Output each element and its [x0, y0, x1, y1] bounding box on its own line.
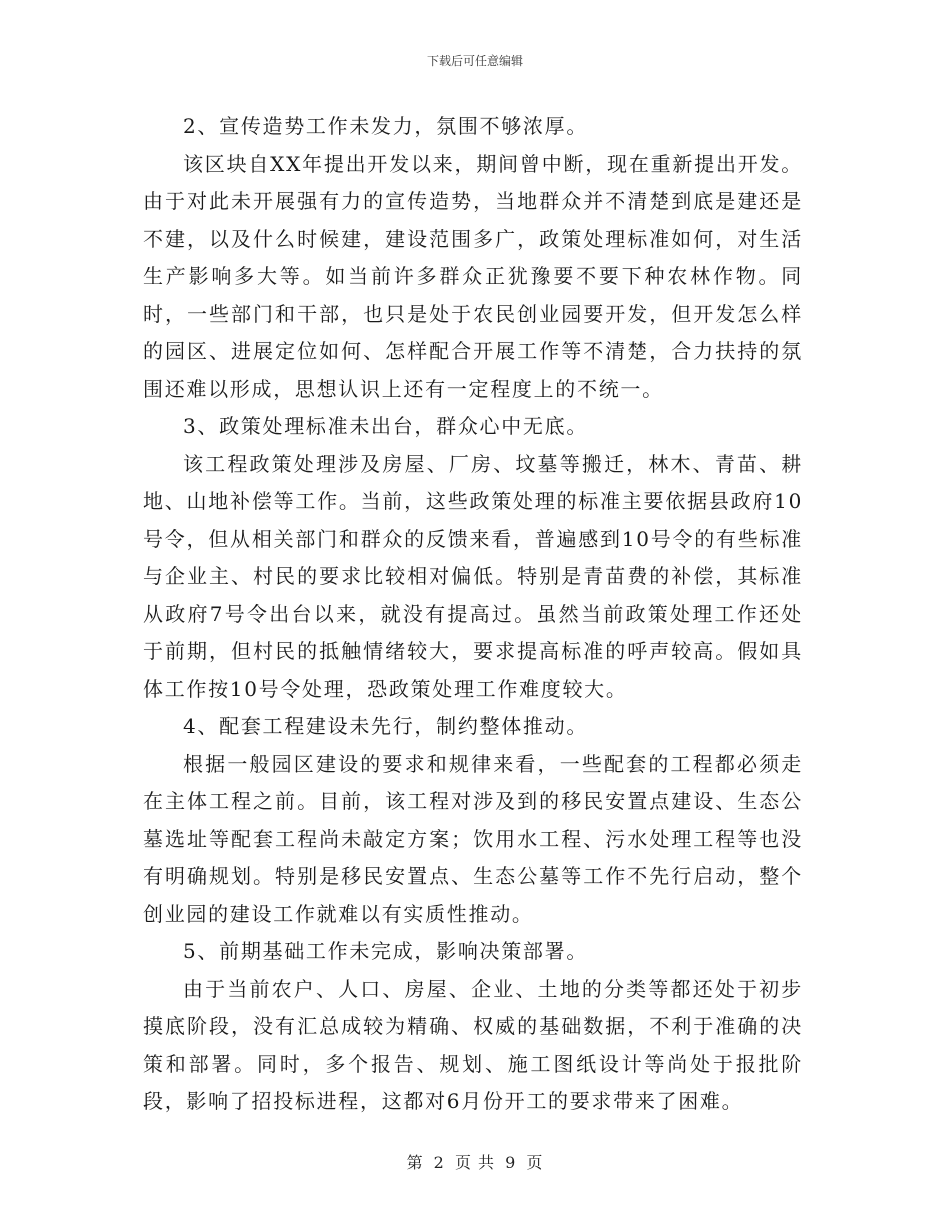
footer-total-pages: 9	[505, 1153, 517, 1172]
paragraph-supporting-projects: 根据一般园区建设的要求和规律来看，一些配套的工程都必须走在主体工程之前。目前，该工程对涉及到的移民安置点建设、生态公墓选址等配套工程尚未敲定方案；饮用水工程、污水处理工程等也没有明确规划。特别是移民安置点、生态公墓等工作不先行启动，整个创业园的建设工作就难以有实质性推动。	[143, 751, 803, 926]
heading-groundwork: 5、前期基础工作未完成，影响决策部署。	[183, 939, 589, 963]
paragraph-groundwork: 由于当前农户、人口、房屋、企业、土地的分类等都还处于初步摸底阶段，没有汇总成较为精确、权威的基础数据，不利于准确的决策和部署。同时，多个报告、规划、施工图纸设计等尚处于报批阶段，影响了招投标进程，这都对6月份开工的要求带来了困难。	[143, 976, 803, 1113]
paragraph-publicity: 该区块自XX年提出开发以来，期间曾中断，现在重新提出开发。由于对此未开展强有力的宣传造势，当地群众并不清楚到底是建还是不建，以及什么时候建，建设范围多广，政策处理标准如何，对生活生产影响多大等。如当前许多群众正犹豫要不要下种农林作物。同时，一些部门和干部，也只是处于农民创业园要开发，但开发怎么样的园区、进展定位如何、怎样配合开展工作等不清楚，合力扶持的氛围还难以形成，思想认识上还有一定程度上的不统一。	[143, 151, 803, 401]
paragraph-policy-standards: 该工程政策处理涉及房屋、厂房、坟墓等搬迁，林木、青苗、耕地、山地补偿等工作。当前，这些政策处理的标准主要依据县政府10号令，但从相关部门和群众的反馈来看，普遍感到10号令的有些标准与企业主、村民的要求比较相对偏低。特别是青苗费的补偿，其标准从政府7号令出台以来，就没有提高过。虽然当前政策处理工作还处于前期，但村民的抵触情绪较大，要求提高标准的呼声较高。假如具体工作按10号令处理，恐政策处理工作难度较大。	[143, 451, 803, 701]
page-footer	[0, 1150, 950, 1173]
heading-supporting-projects: 4、配套工程建设未先行，制约整体推动。	[183, 714, 589, 738]
heading-policy-standards: 3、政策处理标准未出台，群众心中无底。	[183, 414, 589, 438]
footer-prefix: 第	[406, 1153, 424, 1172]
heading-publicity: 2、宣传造势工作未发力，氛围不够浓厚。	[183, 114, 589, 138]
footer-page-number: 2	[433, 1153, 445, 1172]
document-body	[143, 108, 803, 1121]
page-header: 下载后可任意编辑	[426, 54, 523, 68]
footer-middle: 页 共	[454, 1153, 496, 1172]
footer-suffix: 页	[526, 1153, 544, 1172]
